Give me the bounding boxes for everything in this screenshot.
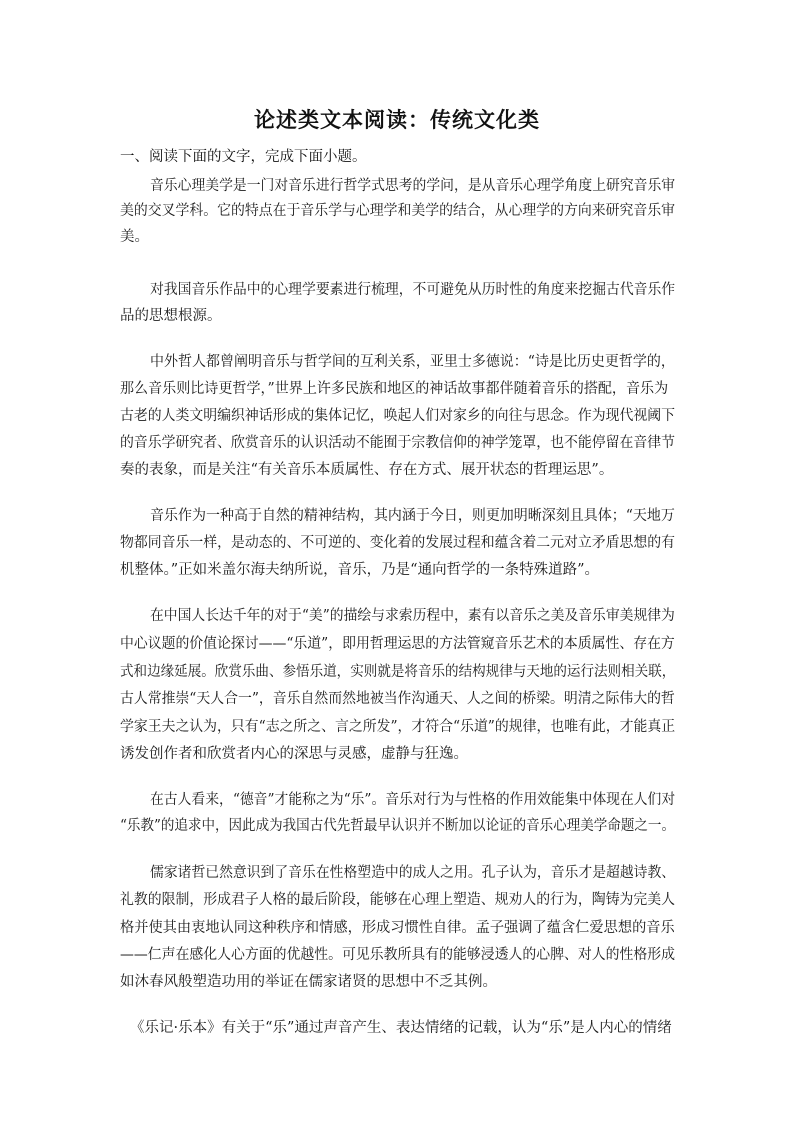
passage-line: ——仁声在感化人心方面的优越性。可见乐教所具有的能够浸透人的心脾、对人的性格形成 xyxy=(120,947,676,963)
passage-line: 如沐春风般塑造功用的举证在儒家诸贤的思想中不乏其例。 xyxy=(120,974,497,990)
passage-line: 在古人看来，“德音”才能称之为“乐”。音乐对行为与性格的作用效能集中体现在人们对 xyxy=(150,792,676,808)
passage-line: 奏的表象，而是关注“有关音乐本质属性、存在方式、展开状态的哲理运思”。 xyxy=(120,462,614,478)
document-title: 论述类文本阅读：传统文化类 xyxy=(254,108,540,132)
passage-line: 在中国人长达千年的对于“美”的描绘与求索历程中，素有以音乐之美及音乐审美规律为 xyxy=(150,608,675,624)
passage-line: 音乐作为一种高于自然的精神结构，其内涵于今日，则更加明晰深刻且具体；“天地万 xyxy=(150,508,675,524)
passage-line: 儒家诸哲已然意识到了音乐在性格塑造中的成人之用。孔子认为，音乐才是超越诗教、 xyxy=(150,865,676,881)
passage-line: 的音乐学研究者、欣赏音乐的认识活动不能囿于宗教信仰的神学笼罩，也不能停留在音律节 xyxy=(120,435,676,451)
passage-line: 物都同音乐一样，是动态的、不可逆的、变化着的发展过程和蕴含着二元对立矛盾思想的有 xyxy=(120,535,676,551)
passage-line: 式和边缘延展。欣赏乐曲、参悟乐道，实则就是将音乐的结构规律与天地的运行法则相关联， xyxy=(120,664,676,680)
passage-line: 音乐心理美学是一门对音乐进行哲学式思考的学问，是从音乐心理学角度上研究音乐审 xyxy=(150,178,676,194)
passage-line: 那么音乐则比诗更哲学，”世界上许多民族和地区的神话故事都伴随着音乐的搭配，音乐为 xyxy=(120,381,669,397)
passage-line: 对我国音乐作品中的心理学要素进行梳理，不可避免从历时性的角度来挖掘古代音乐作 xyxy=(150,282,676,298)
passage-line: 机整体。”正如米盖尔海夫纳所说，音乐，乃是“通向哲学的一条特殊道路”。 xyxy=(120,562,599,578)
passage-line: 中外哲人都曾阐明音乐与哲学间的互利关系，亚里士多德说：“诗是比历史更哲学的， xyxy=(150,354,675,370)
passage-line: 《乐记·乐本》有关于“乐”通过声音产生、表达情绪的记载，认为“乐”是人内心的情绪 xyxy=(130,1020,672,1036)
passage-line: 学家王夫之认为，只有“志之所之、言之所发”，才符合“乐道”的规律，也唯有此，才能真正 xyxy=(120,719,676,735)
section-heading: 一、阅读下面的文字，完成下面小题。 xyxy=(120,149,367,165)
passage-line: 古人常推崇“天人合一”，音乐自然而然地被当作沟通天、人之间的桥梁。明清之际伟大的哲 xyxy=(120,691,675,707)
passage-line: 格并使其由衷地认同这种秩序和情感，形成习惯性自律。孟子强调了蕴含仁爱思想的音乐 xyxy=(120,920,675,936)
passage-line: 美的交叉学科。它的特点在于音乐学与心理学和美学的结合，从心理学的方向来研究音乐审 xyxy=(120,203,676,219)
passage-line: 品的思想根源。 xyxy=(120,308,222,324)
passage-line: 古老的人类文明编织神话形成的集体记忆，唤起人们对家乡的向往与思念。作为现代视阈下 xyxy=(120,408,676,424)
passage-line: 美。 xyxy=(120,229,149,245)
passage-line: “乐教”的追求中，因此成为我国古代先哲最早认识并不断加以论证的音乐心理美学命题之一。 xyxy=(120,818,675,834)
passage-line: 礼教的限制，形成君子人格的最后阶段，能够在心理上塑造、规劝人的行为，陶铸为完美人 xyxy=(120,892,676,908)
passage-line: 中心议题的价值论探讨——“乐道”，即用哲理运思的方法管窥音乐艺术的本质属性、存在方 xyxy=(120,636,675,652)
passage-line: 诱发创作者和欣赏者内心的深思与灵感，虚静与狂逸。 xyxy=(120,746,468,762)
